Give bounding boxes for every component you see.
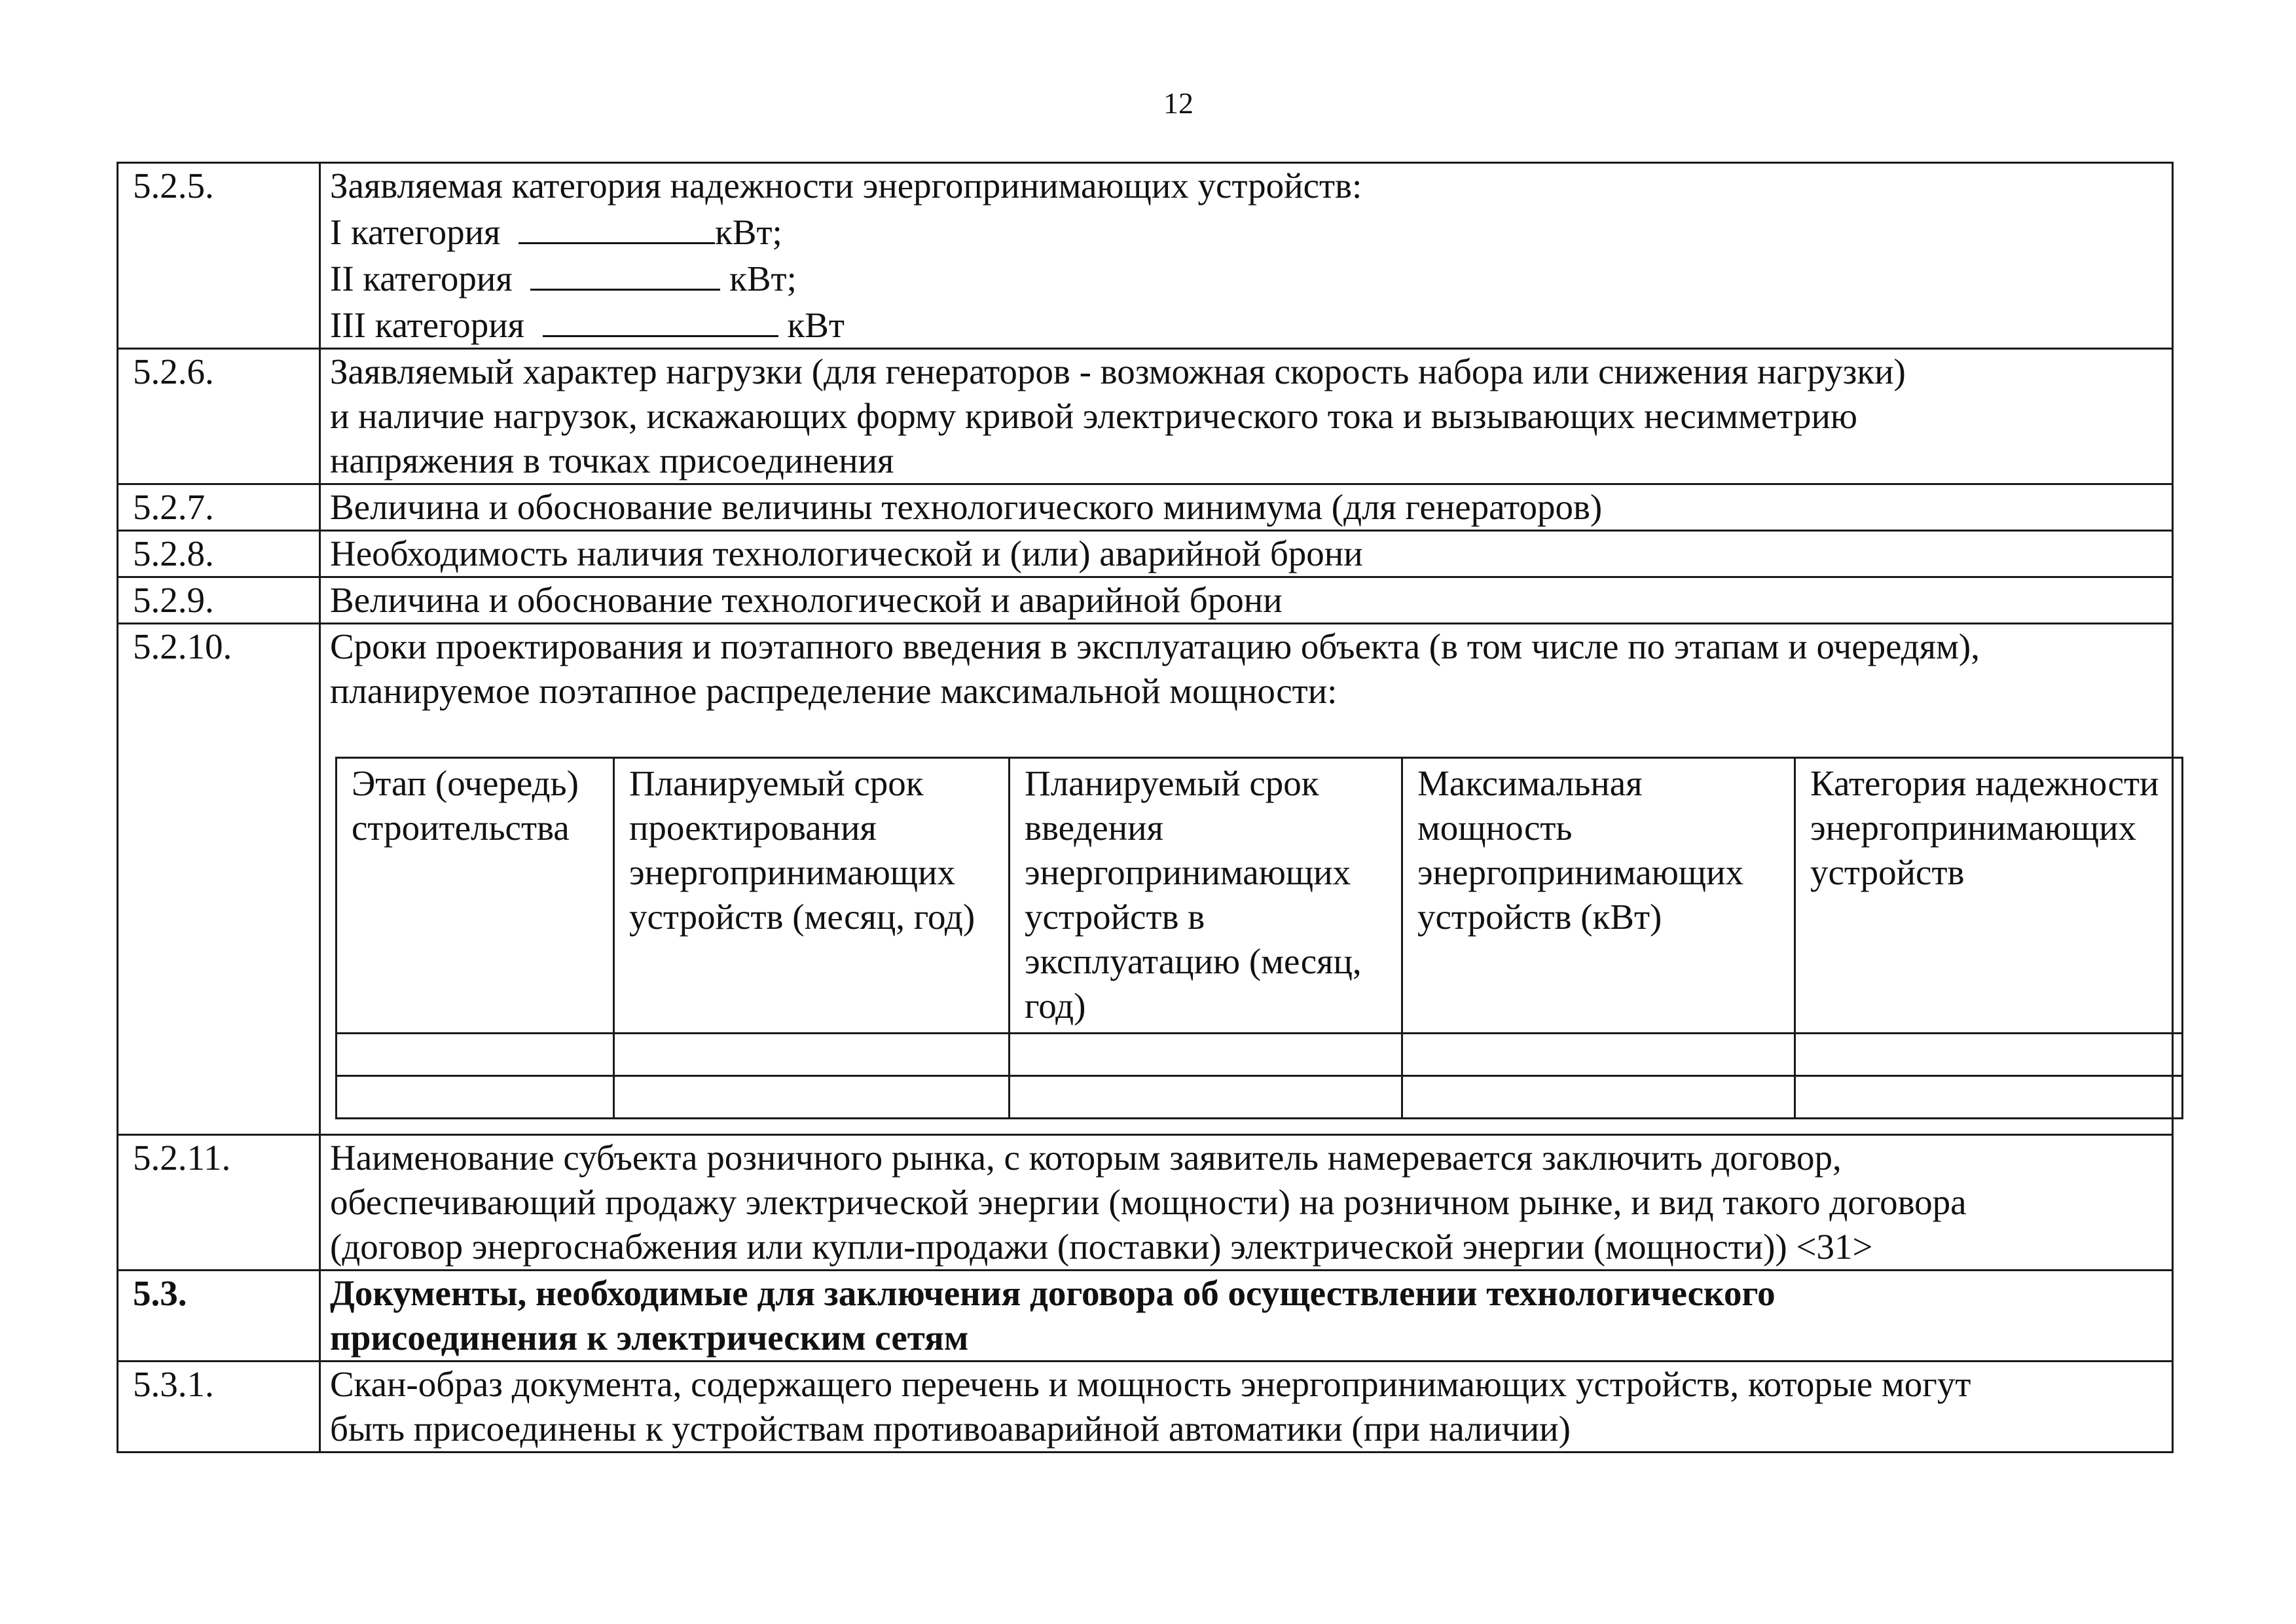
text-line: напряжения в точках присоединения: [330, 441, 894, 480]
stages-table: [335, 757, 2183, 1119]
item-number: 5.2.9.: [118, 577, 320, 624]
category-label: I категория: [330, 212, 501, 252]
item-number: 5.2.11.: [118, 1135, 320, 1271]
item-text: [320, 531, 2173, 577]
category-label: III категория: [330, 305, 524, 345]
category-line: [330, 301, 2164, 348]
item-number: 5.2.7.: [118, 484, 320, 531]
category-label: II категория: [330, 259, 513, 298]
empty-cell[interactable]: [1010, 1076, 1402, 1119]
item-text: [320, 484, 2173, 531]
table-row: [118, 484, 2173, 531]
text-line: и наличие нагрузок, искажающих форму кривой электрического тока и вызывающих несимметрию: [330, 396, 1857, 436]
item-text: [320, 1135, 2173, 1271]
column-header: Планируемый срок введения энергопринимающих устройств в эксплуатацию (месяц, год): [1010, 758, 1402, 1034]
empty-cell[interactable]: [337, 1034, 614, 1076]
category-unit: кВт;: [715, 212, 782, 252]
text-line: быть присоединены к устройствам противоаварийной автоматики (при наличии): [330, 1409, 1571, 1449]
item-number: 5.2.10.: [118, 624, 320, 1135]
text-line: Наименование субъекта розничного рынка, с которым заявитель намеревается заключить договор,: [330, 1138, 1842, 1178]
item-number: 5.2.8.: [118, 531, 320, 577]
table-row: [118, 577, 2173, 624]
table-row: [118, 531, 2173, 577]
item-title: Заявляемая категория надежности энергопринимающих устройств:: [330, 166, 1362, 206]
text-line: обеспечивающий продажу электрической энергии (мощности) на розничном рынке, и вид такого договора: [330, 1182, 1967, 1222]
column-header: Этап (очередь) строительства: [337, 758, 614, 1034]
page-number: 12: [1163, 86, 1194, 120]
section-number: 5.3.: [118, 1271, 320, 1362]
stages-header-row: [337, 758, 2183, 1034]
item-number: 5.2.6.: [118, 349, 320, 484]
text-line: Заявляемый характер нагрузки (для генераторов - возможная скорость набора или снижения нагрузки): [330, 352, 1906, 391]
column-header: Планируемый срок проектирования энергопринимающих устройств (месяц, год): [614, 758, 1010, 1034]
empty-cell[interactable]: [337, 1076, 614, 1119]
item-number: 5.2.5.: [118, 163, 320, 349]
table-row: [118, 163, 2173, 349]
stages-empty-row: [337, 1034, 2183, 1076]
text-line: Величина и обоснование технологической и аварийной брони: [330, 580, 1283, 620]
text-line: планируемое поэтапное распределение максимальной мощности:: [330, 671, 1338, 711]
item-text: [320, 163, 2173, 349]
text-line: Необходимость наличия технологической и (или) аварийной брони: [330, 533, 1363, 573]
fill-in-blank[interactable]: [530, 255, 720, 291]
text-line: Скан-образ документа, содержащего перечень и мощность энергопринимающих устройств, которые могут: [330, 1364, 1971, 1404]
text-line: присоединения к электрическим сетям: [330, 1318, 969, 1358]
item-text: [320, 577, 2173, 624]
category-unit: кВт: [778, 305, 845, 345]
category-line: [330, 255, 2164, 301]
text-line: Величина и обоснование величины технологического минимума (для генераторов): [330, 487, 1603, 527]
empty-cell[interactable]: [1010, 1034, 1402, 1076]
column-header: Максимальная мощность энергопринимающих устройств (кВт): [1402, 758, 1795, 1034]
empty-cell[interactable]: [614, 1034, 1010, 1076]
text-line: (договор энергоснабжения или купли-продажи (поставки) электрической энергии (мощности)) <31>: [330, 1227, 1873, 1267]
empty-cell[interactable]: [1795, 1034, 2183, 1076]
text-line: Документы, необходимые для заключения договора об осуществлении технологического: [330, 1273, 1776, 1313]
column-header: Категория надежности энергопринимающих устройств: [1795, 758, 2183, 1034]
table-row: [118, 349, 2173, 484]
item-text: [320, 624, 2173, 1135]
empty-cell[interactable]: [614, 1076, 1010, 1119]
empty-cell[interactable]: [1795, 1076, 2183, 1119]
text-line: Сроки проектирования и поэтапного введения в эксплуатацию объекта (в том числе по этапам и очередям),: [330, 626, 1980, 666]
fill-in-blank[interactable]: [519, 208, 715, 244]
stages-empty-row: [337, 1076, 2183, 1119]
category-line: [330, 208, 2164, 255]
section-heading: [320, 1271, 2173, 1362]
item-number: 5.3.1.: [118, 1362, 320, 1453]
category-unit: кВт;: [720, 259, 797, 298]
item-text: [320, 349, 2173, 484]
empty-cell[interactable]: [1402, 1076, 1795, 1119]
table-row: [118, 1135, 2173, 1271]
table-row: [118, 1271, 2173, 1362]
table-row: [118, 624, 2173, 1135]
empty-cell[interactable]: [1402, 1034, 1795, 1076]
fill-in-blank[interactable]: [543, 301, 778, 337]
table-row: [118, 1362, 2173, 1453]
application-table: [117, 162, 2174, 1453]
item-text: [320, 1362, 2173, 1453]
